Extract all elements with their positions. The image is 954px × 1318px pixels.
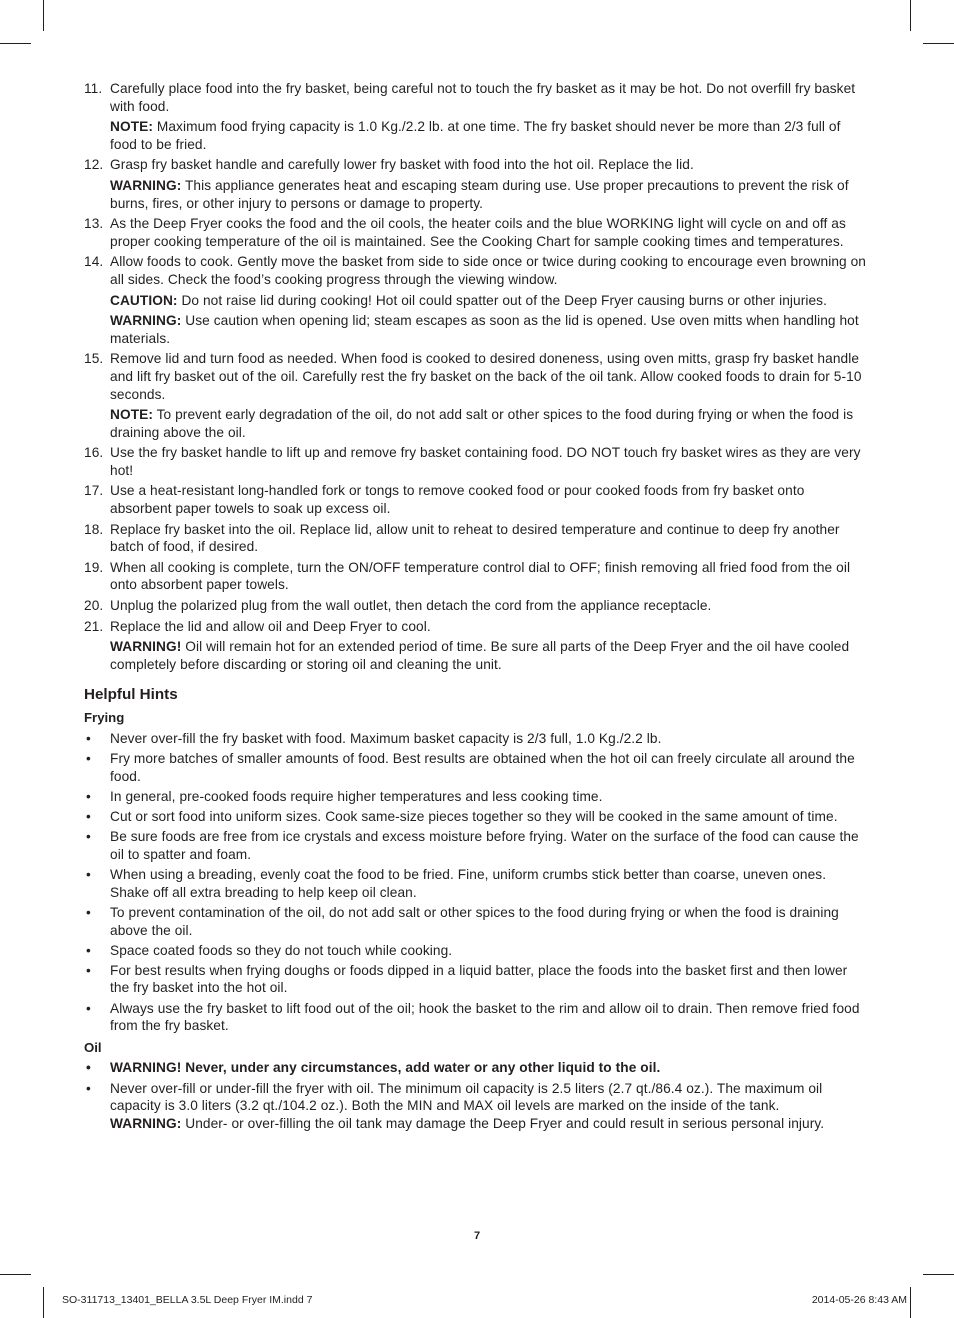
slug-timestamp: 2014-05-26 8:43 AM [811,1294,907,1306]
step-note [110,406,866,441]
note-label: CAUTION: [110,292,178,308]
bullet-icon: • [86,809,91,825]
bullet-icon: • [86,1000,91,1016]
hint-text: Be sure foods are free from ice crystals and excess moisture before frying. Water on the surface of the food can cause the oil to spatter and foam. [110,829,859,862]
page-content [84,80,866,1132]
step-text: Grasp fry basket handle and carefully lower fry basket with food into the hot oil. Replace the lid. [110,157,694,173]
step-number: 21. [84,618,104,634]
bullet-icon: • [86,1060,91,1076]
hint-list-item [84,808,866,826]
step-note [110,1115,866,1133]
bullet-icon: • [86,788,91,804]
crop-mark [910,0,911,31]
note-label: NOTE: [110,407,153,423]
hint-text: Fry more batches of smaller amounts of food. Best results are obtained when the hot oil can freely circulate all around the food. [110,751,855,784]
bullet-icon: • [86,829,91,845]
hint-list-item [84,1080,866,1133]
step-text: Use a heat-resistant long-handled fork or tongs to remove cooked food or pour cooked foods from fry basket onto absorbent paper towels to soak up excess oil. [110,483,805,517]
step-text: When all cooking is complete, turn the ON/OFF temperature control dial to OFF; finish removing all fried food from the oil onto absorbent paper towels. [110,559,851,593]
hint-text: Always use the fry basket to lift food out of the oil; hook the basket to the rim and allow oil to drain. Then remove fried food from the fry basket. [110,1000,860,1034]
note-label: WARNING! [110,639,182,655]
note-label: WARNING: [110,177,182,193]
hint-list-item [84,904,866,939]
slug-file-name: SO-311713_13401_BELLA 3.5L Deep Fryer IM.indd 7 [62,1294,313,1306]
hint-list-item [84,866,866,901]
step-note [110,638,866,673]
note-text: To prevent early degradation of the oil, do not add salt or other spices to the food during frying or when the food is draining above the oil. [110,407,854,440]
step-number: 15. [84,351,104,367]
hint-list-item [84,828,866,863]
crop-mark [910,1287,911,1318]
step-text: Replace the lid and allow oil and Deep Fryer to cool. [110,618,431,634]
bullet-icon: • [86,867,91,883]
step-item [84,559,866,594]
hint-list-item [84,962,866,997]
page-number: 7 [473,1230,481,1242]
step-number: 14. [84,254,104,270]
note-label: WARNING: [110,1115,182,1131]
note-text: Use caution when opening lid; steam escapes as soon as the lid is opened. Use oven mitts when handling hot materials. [110,313,859,346]
note-text: Under- or over-filling the oil tank may damage the Deep Fryer and could result in serious personal injury. [181,1115,825,1131]
hint-list-item [84,788,866,806]
step-item [84,618,866,674]
step-text: Replace fry basket into the oil. Replace lid, allow unit to reheat to desired temperature and continue to deep fry another batch of food, if desired. [110,521,840,555]
step-item [84,80,866,153]
hint-text: When using a breading, evenly coat the food to be fried. Fine, uniform crumbs stick better than coarse, uneven ones. Shake off all extra breading to help keep oil clean. [110,867,827,900]
bullet-icon: • [86,962,91,978]
step-text: Carefully place food into the fry basket, being careful not to touch the fry basket as it may be hot. Do not overfill fry basket with food. [110,81,856,114]
frying-hints-list [84,730,866,1035]
bullet-icon: • [86,904,91,920]
step-text: Use the fry basket handle to lift up and remove fry basket containing food. DO NOT touch fry basket wires as they are very hot! [110,445,861,478]
hint-list-item [84,1059,866,1077]
hint-list-item [84,1000,866,1035]
step-number: 12. [84,157,104,173]
hint-text: WARNING! Never, under any circumstances, add water or any other liquid to the oil. [110,1060,661,1076]
bullet-icon: • [86,942,91,958]
bullet-icon: • [86,1080,91,1096]
step-note [110,177,866,212]
hint-text: For best results when frying doughs or foods dipped in a liquid batter, place the foods into the basket first and then lower the fry basket into the hot oil. [110,962,848,996]
hint-text: Space coated foods so they do not touch while cooking. [110,942,453,958]
step-item [84,444,866,479]
hint-text: In general, pre-cooked foods require higher temperatures and less cooking time. [110,788,603,804]
step-item [84,597,866,615]
frying-subheading: Frying [84,710,125,726]
crop-mark [0,1274,31,1275]
crop-mark [43,0,44,31]
step-item [84,521,866,556]
step-note [110,118,866,153]
bullet-icon: • [86,731,91,746]
bullet-icon: • [86,751,91,767]
step-text: Unplug the polarized plug from the wall outlet, then detach the cord from the appliance receptacle. [110,598,712,614]
step-item [84,482,866,517]
hint-list-item [84,942,866,960]
note-text: This appliance generates heat and escaping steam during use. Use proper precautions to prevent the risk of burns, fires, or other injury to persons or damage to property. [110,177,849,211]
note-label: NOTE: [110,119,153,135]
hint-text: Cut or sort food into uniform sizes. Cook same-size pieces together so they will be cooked in the same amount of time. [110,809,838,825]
crop-mark [43,1287,44,1318]
step-number: 20. [84,598,104,614]
note-text: Maximum food frying capacity is 1.0 Kg./2.2 lb. at one time. The fry basket should never be more than 2/3 full of food to be fried. [110,119,841,152]
crop-mark [923,43,954,44]
note-label: WARNING: [110,313,182,329]
step-item [84,253,866,347]
step-number: 16. [84,445,104,461]
oil-subheading: Oil [84,1039,102,1055]
hint-text: Never over-fill the fry basket with food. Maximum basket capacity is 2/3 full, 1.0 Kg./2.2 lb. [110,731,662,746]
hint-text: Never over-fill or under-fill the fryer with oil. The minimum oil capacity is 2.5 liters (2.7 qt./86.4 oz.). The maximum oil capacity is 3.0 liters (3.2 qt./104.2 oz.). Both the MIN and MAX oil levels are marked on the inside of the tank. [110,1080,823,1114]
step-number: 17. [84,483,104,499]
step-number: 11. [84,81,103,96]
step-text: As the Deep Fryer cooks the food and the oil cools, the heater coils and the blue WORKING light will cycle on and off as proper cooking temperature of the oil is maintained. See the Cooking Chart for sample cooking times and temperatures. [110,216,846,249]
step-item [84,350,866,441]
oil-hints-list [84,1059,866,1132]
step-number: 13. [84,216,104,232]
step-note [110,312,866,347]
note-text: Do not raise lid during cooking! Hot oil could spatter out of the Deep Fryer causing burns or other injuries. [177,292,827,308]
step-text: Allow foods to cook. Gently move the basket from side to side once or twice during cooking to encourage even browning on all sides. Check the food’s cooking progress through the viewing window. [110,254,866,287]
step-item [84,215,866,250]
crop-mark [923,1274,954,1275]
step-item [84,156,866,212]
step-number: 18. [84,521,104,537]
step-note [110,292,866,310]
step-number: 19. [84,559,104,575]
instruction-steps [84,80,866,673]
note-text: Oil will remain hot for an extended period of time. Be sure all parts of the Deep Fryer and the oil have cooled completely before discarding or storing oil and cleaning the unit. [110,639,850,672]
helpful-hints-heading: Helpful Hints [84,686,178,704]
hint-text: To prevent contamination of the oil, do not add salt or other spices to the food during frying or when the food is draining above the oil. [110,904,839,938]
hint-list-item [84,730,866,748]
crop-mark [0,43,31,44]
hint-list-item [84,750,866,785]
step-text: Remove lid and turn food as needed. When food is cooked to desired doneness, using oven mitts, grasp fry basket handle and lift fry basket out of the oil. Carefully rest the fry basket on the back of the oil tank. Allow cooked foods to drain for 5-10 seconds. [110,351,862,402]
